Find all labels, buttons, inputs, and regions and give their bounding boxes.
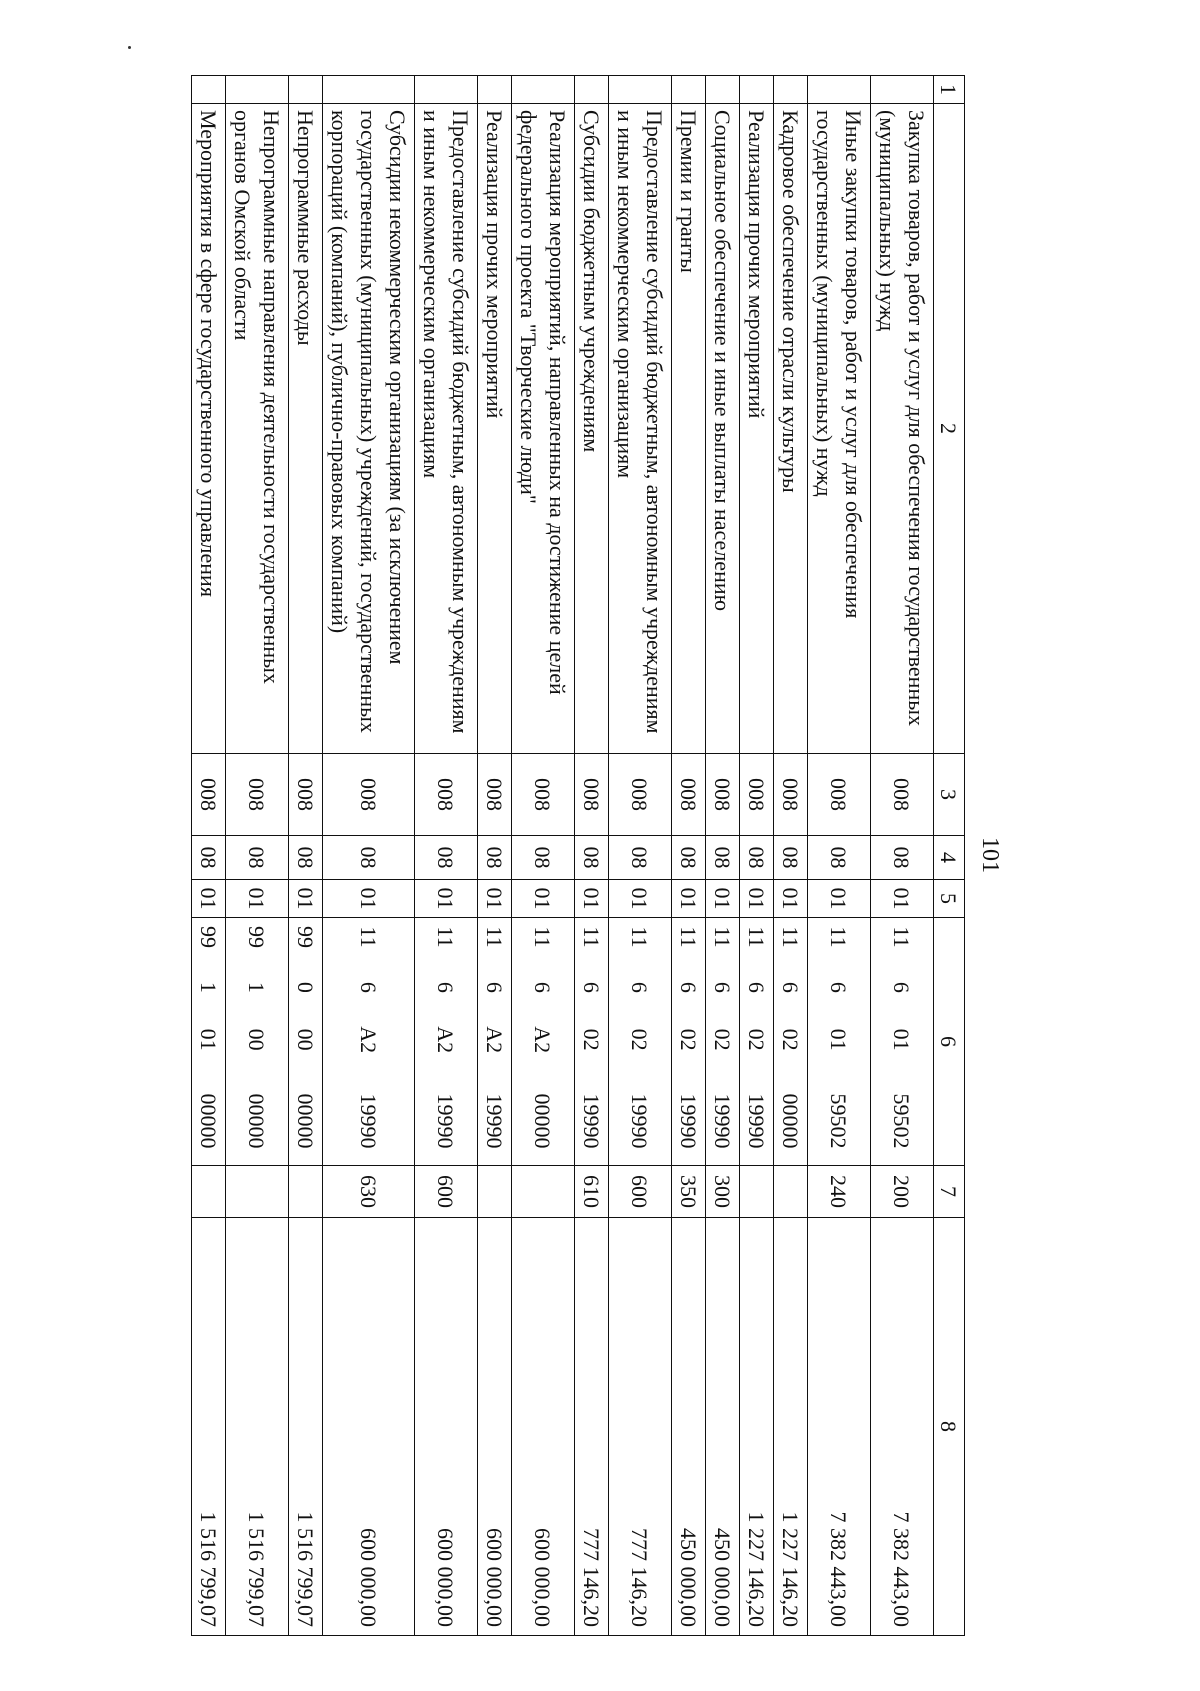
target-article-cell — [289, 918, 323, 1166]
page-number: 101 — [977, 837, 1003, 873]
target-article-part: 11 — [433, 926, 459, 948]
row-name-cell: Кадровое обеспечение отрасли культуры — [774, 104, 808, 754]
target-article-part: 11 — [826, 926, 852, 948]
row-name-cell: Предоставление субсидий бюджетным, автономным учреждениям и иным некоммерческим организациям — [609, 104, 672, 754]
stray-mark — [128, 46, 131, 49]
row-number-cell — [323, 76, 415, 104]
row-number-cell — [192, 76, 226, 104]
row-name-cell: Предоставление субсидий бюджетным, автономным учреждениям и иным некоммерческим организациям — [415, 104, 478, 754]
subsection-code-cell: 01 — [289, 880, 323, 918]
target-article-part: А2 — [482, 1026, 507, 1054]
target-article-part: 6 — [356, 981, 381, 993]
target-article-part: 00000 — [196, 1093, 221, 1149]
amount-cell: 1 516 799,07 — [226, 1218, 289, 1636]
target-article-part: 11 — [778, 926, 803, 948]
row-number-cell — [774, 76, 808, 104]
target-article-part: 99 — [196, 926, 221, 948]
expense-type-cell — [512, 1166, 575, 1218]
header-cell-1: 1 — [934, 76, 965, 104]
row-number-cell — [740, 76, 774, 104]
target-article-part: 19990 — [433, 1093, 459, 1149]
row-number-cell — [478, 76, 512, 104]
amount-cell: 450 000,00 — [706, 1218, 740, 1636]
row-number-cell — [706, 76, 740, 104]
amount-cell: 777 146,20 — [575, 1218, 609, 1636]
expense-type-cell — [289, 1166, 323, 1218]
target-article-part: 01 — [196, 1028, 221, 1051]
row-name-cell: Мероприятия в сфере государственного управления — [192, 104, 226, 754]
section-code-cell: 08 — [512, 836, 575, 880]
target-article-cell — [512, 918, 575, 1166]
section-code-cell: 08 — [415, 836, 478, 880]
target-article-part: 02 — [744, 1028, 769, 1051]
row-name-cell: Социальное обеспечение и иные выплаты населению — [706, 104, 740, 754]
ministry-code-cell: 008 — [575, 754, 609, 836]
target-article-cell — [478, 918, 512, 1166]
amount-cell: 1 516 799,07 — [192, 1218, 226, 1636]
target-article-part: 6 — [889, 981, 915, 993]
subsection-code-cell: 01 — [774, 880, 808, 918]
amount-cell: 1 516 799,07 — [289, 1218, 323, 1636]
table-row — [512, 76, 575, 1636]
amount-cell: 7 382 443,00 — [808, 1218, 871, 1636]
table-row — [226, 76, 289, 1636]
target-article-part: 19990 — [627, 1093, 653, 1149]
header-cell-5: 5 — [934, 880, 965, 918]
amount-cell: 600 000,00 — [512, 1218, 575, 1636]
target-article-part: 01 — [826, 1028, 852, 1051]
section-code-cell: 08 — [740, 836, 774, 880]
target-article-part: 02 — [676, 1028, 701, 1051]
header-cell-7: 7 — [934, 1166, 965, 1218]
target-article-part: 6 — [744, 981, 769, 993]
target-article-part: 11 — [530, 926, 556, 948]
target-article-part: 19990 — [356, 1093, 381, 1149]
header-cell-6: 6 — [934, 918, 965, 1166]
amount-cell: 450 000,00 — [672, 1218, 706, 1636]
section-code-cell: 08 — [323, 836, 415, 880]
target-article-part: А2 — [433, 1026, 459, 1054]
target-article-part: 59502 — [889, 1093, 915, 1149]
target-article-part: 11 — [579, 926, 604, 948]
target-article-cell — [774, 918, 808, 1166]
amount-cell: 600 000,00 — [415, 1218, 478, 1636]
header-cell-8: 8 — [934, 1218, 965, 1636]
section-code-cell: 08 — [672, 836, 706, 880]
target-article-part: 02 — [627, 1028, 653, 1051]
expense-type-cell: 610 — [575, 1166, 609, 1218]
target-article-part: 6 — [482, 981, 507, 993]
target-article-part: 19990 — [482, 1093, 507, 1149]
target-article-cell — [672, 918, 706, 1166]
ministry-code-cell: 008 — [740, 754, 774, 836]
expense-type-cell: 200 — [871, 1166, 934, 1218]
row-name-cell: Реализация мероприятий, направленных на достижение целей федерального проекта "Творческие люди" — [512, 104, 575, 754]
amount-cell: 7 382 443,00 — [871, 1218, 934, 1636]
target-article-cell — [575, 918, 609, 1166]
subsection-code-cell: 01 — [226, 880, 289, 918]
target-article-part: 6 — [826, 981, 852, 993]
row-number-cell — [415, 76, 478, 104]
subsection-code-cell: 01 — [478, 880, 512, 918]
expense-type-cell: 600 — [609, 1166, 672, 1218]
row-name-cell: Субсидии некоммерческим организациям (за исключением государственных (муниципальных) учреждений, государственных корпораций (компаний), публично-правовых компаний) — [323, 104, 415, 754]
target-article-part: 99 — [244, 926, 270, 948]
target-article-part: 02 — [579, 1028, 604, 1051]
target-article-part: 11 — [744, 926, 769, 948]
target-article-part: 99 — [293, 926, 318, 948]
subsection-code-cell: 01 — [672, 880, 706, 918]
table-row — [706, 76, 740, 1636]
target-article-part: 11 — [356, 926, 381, 948]
target-article-part: 6 — [676, 981, 701, 993]
target-article-cell — [192, 918, 226, 1166]
amount-cell: 777 146,20 — [609, 1218, 672, 1636]
expense-type-cell: 600 — [415, 1166, 478, 1218]
row-name-cell: Реализация прочих мероприятий — [478, 104, 512, 754]
header-cell-2: 2 — [934, 104, 965, 754]
ministry-code-cell: 008 — [323, 754, 415, 836]
row-name-cell: Премии и гранты — [672, 104, 706, 754]
subsection-code-cell: 01 — [192, 880, 226, 918]
section-code-cell: 08 — [192, 836, 226, 880]
target-article-part: 19990 — [676, 1093, 701, 1149]
ministry-code-cell: 008 — [192, 754, 226, 836]
ministry-code-cell: 008 — [226, 754, 289, 836]
table-row — [808, 76, 871, 1636]
table-row — [575, 76, 609, 1636]
subsection-code-cell: 01 — [323, 880, 415, 918]
expense-type-cell — [192, 1166, 226, 1218]
target-article-part: 6 — [433, 981, 459, 993]
target-article-cell — [808, 918, 871, 1166]
row-name-cell: Субсидии бюджетным учреждениям — [575, 104, 609, 754]
row-name-cell: Непрограммные направления деятельности государственных органов Омской области — [226, 104, 289, 754]
expense-type-cell: 350 — [672, 1166, 706, 1218]
subsection-code-cell: 01 — [740, 880, 774, 918]
budget-table — [191, 75, 965, 1636]
expense-type-cell — [226, 1166, 289, 1218]
table-row — [871, 76, 934, 1636]
expense-type-cell — [478, 1166, 512, 1218]
target-article-part: А2 — [356, 1026, 381, 1054]
amount-cell: 1 227 146,20 — [774, 1218, 808, 1636]
target-article-cell — [871, 918, 934, 1166]
row-number-cell — [609, 76, 672, 104]
target-article-part: 6 — [627, 981, 653, 993]
section-code-cell: 08 — [226, 836, 289, 880]
target-article-part: 0 — [293, 981, 318, 993]
expense-type-cell: 630 — [323, 1166, 415, 1218]
row-number-cell — [871, 76, 934, 104]
target-article-part: 6 — [530, 981, 556, 993]
ministry-code-cell: 008 — [609, 754, 672, 836]
amount-cell: 600 000,00 — [478, 1218, 512, 1636]
ministry-code-cell: 008 — [478, 754, 512, 836]
target-article-part: 11 — [627, 926, 653, 948]
target-article-cell — [740, 918, 774, 1166]
row-number-cell — [289, 76, 323, 104]
target-article-part: 00000 — [530, 1093, 556, 1149]
section-code-cell: 08 — [871, 836, 934, 880]
table-row — [478, 76, 512, 1636]
target-article-part: 6 — [710, 981, 735, 993]
ministry-code-cell: 008 — [289, 754, 323, 836]
section-code-cell: 08 — [478, 836, 512, 880]
rotated-page — [141, 75, 1010, 1635]
target-article-cell — [609, 918, 672, 1166]
target-article-cell — [323, 918, 415, 1166]
target-article-part: 00 — [293, 1028, 318, 1051]
ministry-code-cell: 008 — [871, 754, 934, 836]
target-article-part: 00000 — [293, 1093, 318, 1149]
target-article-part: 6 — [579, 981, 604, 993]
table-row — [415, 76, 478, 1636]
section-code-cell: 08 — [575, 836, 609, 880]
target-article-part: 11 — [676, 926, 701, 948]
ministry-code-cell: 008 — [808, 754, 871, 836]
table-row — [774, 76, 808, 1636]
target-article-part: 19990 — [710, 1093, 735, 1149]
table-row — [740, 76, 774, 1636]
header-cell-3: 3 — [934, 754, 965, 836]
target-article-cell — [226, 918, 289, 1166]
row-number-cell — [512, 76, 575, 104]
section-code-cell: 08 — [774, 836, 808, 880]
expense-type-cell — [774, 1166, 808, 1218]
subsection-code-cell: 01 — [415, 880, 478, 918]
section-code-cell: 08 — [609, 836, 672, 880]
target-article-part: 00000 — [778, 1093, 803, 1149]
subsection-code-cell: 01 — [871, 880, 934, 918]
target-article-part: 59502 — [826, 1093, 852, 1149]
target-article-part: 00000 — [244, 1093, 270, 1149]
row-name-cell: Непрограммные расходы — [289, 104, 323, 754]
table-row — [609, 76, 672, 1636]
row-number-cell — [672, 76, 706, 104]
ministry-code-cell: 008 — [774, 754, 808, 836]
table-row — [192, 76, 226, 1636]
ministry-code-cell: 008 — [672, 754, 706, 836]
subsection-code-cell: 01 — [575, 880, 609, 918]
target-article-part: 00 — [244, 1028, 270, 1051]
ministry-code-cell: 008 — [706, 754, 740, 836]
section-code-cell: 08 — [706, 836, 740, 880]
row-name-cell: Иные закупки товаров, работ и услуг для обеспечения государственных (муниципальных) нужд — [808, 104, 871, 754]
row-number-cell — [808, 76, 871, 104]
row-number-cell — [226, 76, 289, 104]
expense-type-cell: 240 — [808, 1166, 871, 1218]
target-article-cell — [706, 918, 740, 1166]
target-article-part: 01 — [889, 1028, 915, 1051]
expense-type-cell — [740, 1166, 774, 1218]
table-row — [289, 76, 323, 1636]
row-name-cell: Реализация прочих мероприятий — [740, 104, 774, 754]
amount-cell: 1 227 146,20 — [740, 1218, 774, 1636]
header-row — [934, 76, 965, 1636]
amount-cell: 600 000,00 — [323, 1218, 415, 1636]
target-article-part: 02 — [778, 1028, 803, 1051]
subsection-code-cell: 01 — [706, 880, 740, 918]
target-article-part: 1 — [244, 981, 270, 993]
subsection-code-cell: 01 — [512, 880, 575, 918]
row-number-cell — [575, 76, 609, 104]
target-article-part: 11 — [889, 926, 915, 948]
target-article-part: 6 — [778, 981, 803, 993]
ministry-code-cell: 008 — [415, 754, 478, 836]
target-article-part: 02 — [710, 1028, 735, 1051]
target-article-part: 11 — [482, 926, 507, 948]
header-cell-4: 4 — [934, 836, 965, 880]
target-article-part: 19990 — [579, 1093, 604, 1149]
table-row — [672, 76, 706, 1636]
target-article-part: А2 — [530, 1026, 556, 1054]
section-code-cell: 08 — [808, 836, 871, 880]
expense-type-cell: 300 — [706, 1166, 740, 1218]
section-code-cell: 08 — [289, 836, 323, 880]
subsection-code-cell: 01 — [808, 880, 871, 918]
target-article-cell — [415, 918, 478, 1166]
target-article-part: 1 — [196, 981, 221, 993]
target-article-part: 11 — [710, 926, 735, 948]
row-name-cell: Закупка товаров, работ и услуг для обеспечения государственных (муниципальных) нужд — [871, 104, 934, 754]
target-article-part: 19990 — [744, 1093, 769, 1149]
table-row — [323, 76, 415, 1636]
subsection-code-cell: 01 — [609, 880, 672, 918]
ministry-code-cell: 008 — [512, 754, 575, 836]
